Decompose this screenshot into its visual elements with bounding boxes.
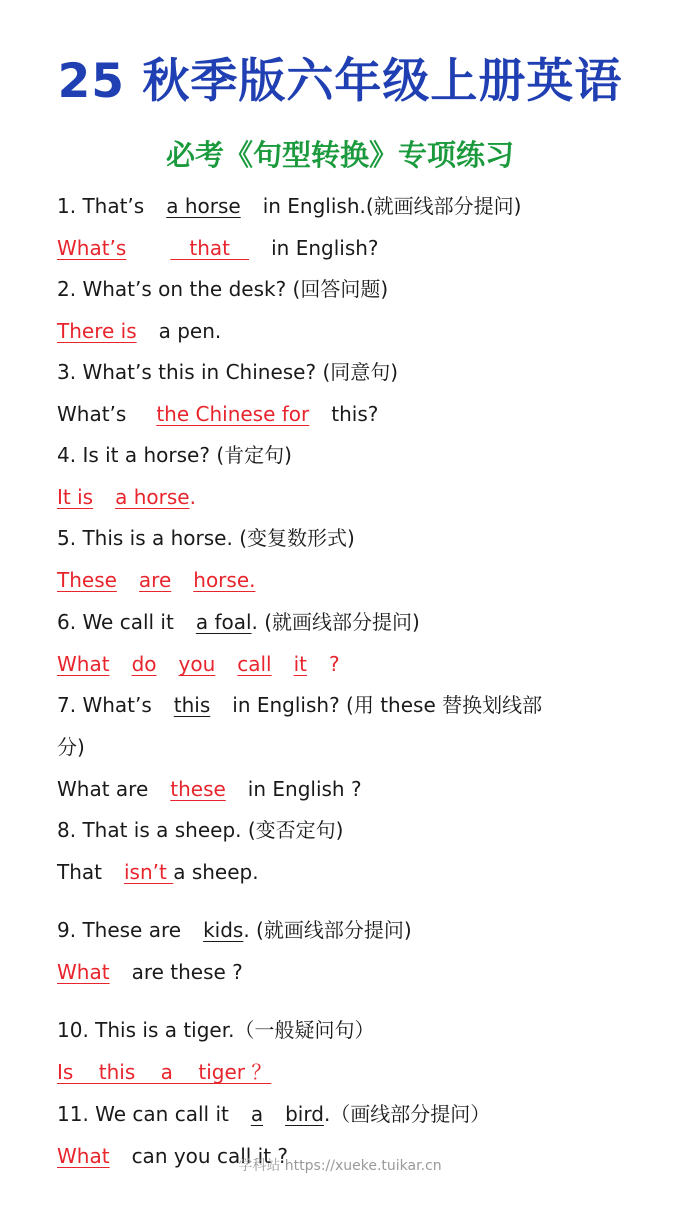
- question-8: 8. That is a sheep. (变否定句): [57, 818, 344, 842]
- footer-watermark: 学科站 https://xueke.tuikar.cn: [238, 1158, 442, 1174]
- question-3: 3. What’s this in Chinese? (同意句): [57, 360, 399, 384]
- question-6: 6. We call it a foal. (就画线部分提问): [57, 610, 420, 634]
- underlined-phrase: a: [250, 1102, 264, 1126]
- question-5: 5. This is a horse. (变复数形式): [57, 526, 355, 550]
- underlined-phrase: a horse: [166, 194, 241, 218]
- underlined-phrase: this: [173, 693, 211, 717]
- question-2: 2. What’s on the desk? (回答问题): [57, 277, 389, 301]
- underlined-phrase: kids: [203, 918, 244, 942]
- answer-10: Is this a tiger ？: [57, 1060, 272, 1084]
- answer-blank: that: [189, 236, 231, 260]
- answer-5: These are horse.: [57, 568, 256, 592]
- answer-11: What can you call it ?: [57, 1144, 289, 1168]
- question-10: 10. This is a tiger.（一般疑问句）: [57, 1018, 375, 1042]
- underlined-phrase: bird: [285, 1102, 324, 1126]
- answer-3: What’s the Chinese for this?: [57, 402, 379, 426]
- answer-4: It is a horse.: [57, 485, 196, 509]
- question-7-continued: 分): [57, 735, 85, 759]
- question-1: 1. That’s a horse in English.(就画线部分提问): [57, 194, 522, 218]
- answer-1: What’s that in English?: [57, 236, 379, 260]
- answer-8: That isn’t a sheep.: [57, 860, 259, 884]
- question-11: 11. We can call it a bird.（画线部分提问）: [57, 1102, 491, 1126]
- question-9: 9. These are kids. (就画线部分提问): [57, 918, 412, 942]
- underlined-phrase: a foal: [195, 610, 252, 634]
- answer-7: What are these in English ?: [57, 777, 362, 801]
- page-title: 25 秋季版六年级上册英语: [57, 54, 623, 109]
- answer-6: What do you call it ?: [57, 652, 340, 676]
- question-4: 4. Is it a horse? (肯定句): [57, 443, 292, 467]
- question-7: 7. What’s this in English? (用 these 替换划线部: [57, 693, 543, 717]
- answer-2: There is a pen.: [57, 319, 222, 343]
- answer-9: What are these ?: [57, 960, 243, 984]
- page-subtitle: 必考《句型转换》专项练习: [165, 138, 514, 172]
